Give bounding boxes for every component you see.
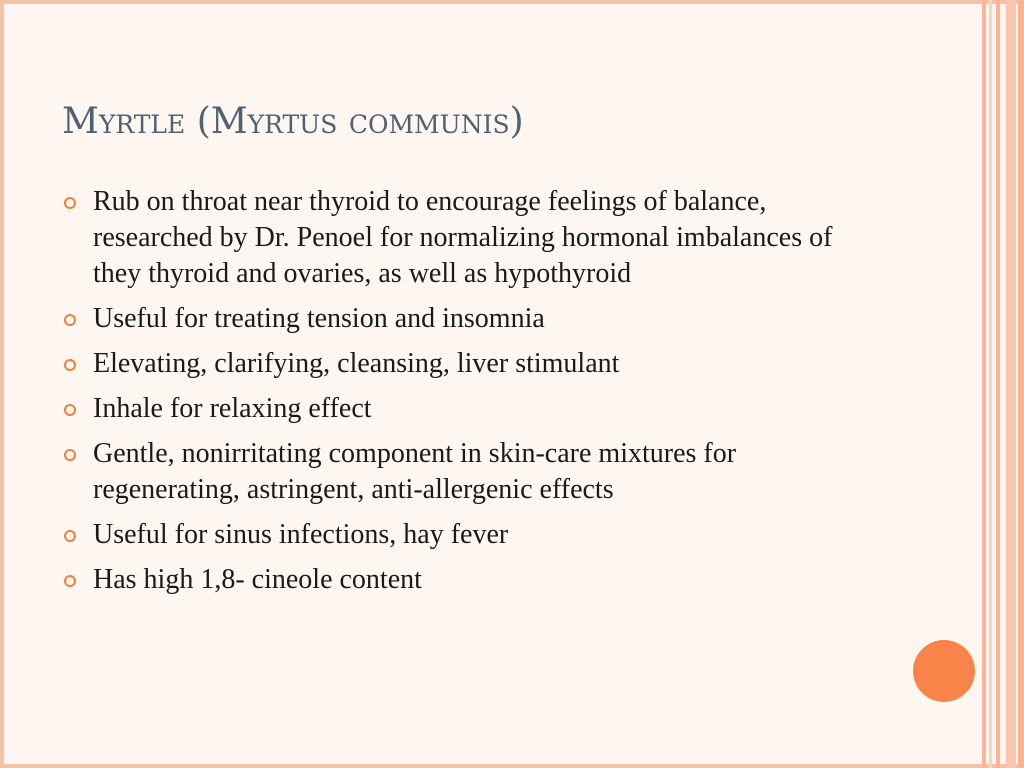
slide-frame-top [0, 0, 1024, 4]
decorative-stripe [1018, 0, 1024, 768]
bullet-item [62, 184, 882, 292]
slide-frame-bottom [0, 764, 1024, 768]
bullet-text: Inhale for relaxing effect [93, 393, 372, 424]
bullet-ring-icon [64, 359, 76, 371]
slide-title: Myrtle (Myrtus communis) [62, 101, 524, 142]
bullet-text: Has high 1,8- cineole content [93, 564, 422, 595]
bullet-text: Rub on throat near thyroid to encourage feelings of balance, researched by Dr. Penoel for normalizing hormonal imbalances of they thyroid and ovaries, as well as hypothyroid [93, 186, 833, 289]
bullet-item [62, 517, 882, 553]
bullet-text: Gentle, nonirritating component in skin-care mixtures for regenerating, astringent, anti-allergenic effects [93, 438, 737, 505]
bullet-ring-icon [64, 449, 76, 461]
bullet-ring-icon [64, 575, 76, 587]
bullet-ring-icon [64, 404, 76, 416]
bullet-ring-icon [64, 530, 76, 542]
bullet-item [62, 391, 882, 427]
bullet-item [62, 346, 882, 382]
bullet-list [62, 184, 882, 607]
decorative-stripe [1006, 0, 1016, 768]
bullet-ring-icon [64, 314, 76, 326]
decorative-stripe [989, 0, 992, 768]
slide-frame-left [0, 0, 4, 768]
bullet-text: Useful for treating tension and insomnia [93, 303, 545, 334]
bullet-text: Elevating, clarifying, cleansing, liver stimulant [93, 348, 620, 379]
decorative-stripe [982, 0, 986, 768]
decorative-stripe [996, 0, 1000, 768]
accent-circle [913, 640, 975, 702]
bullet-ring-icon [64, 197, 76, 209]
bullet-item [62, 301, 882, 337]
bullet-item [62, 562, 882, 598]
bullet-text: Useful for sinus infections, hay fever [93, 519, 509, 550]
bullet-item [62, 436, 882, 508]
